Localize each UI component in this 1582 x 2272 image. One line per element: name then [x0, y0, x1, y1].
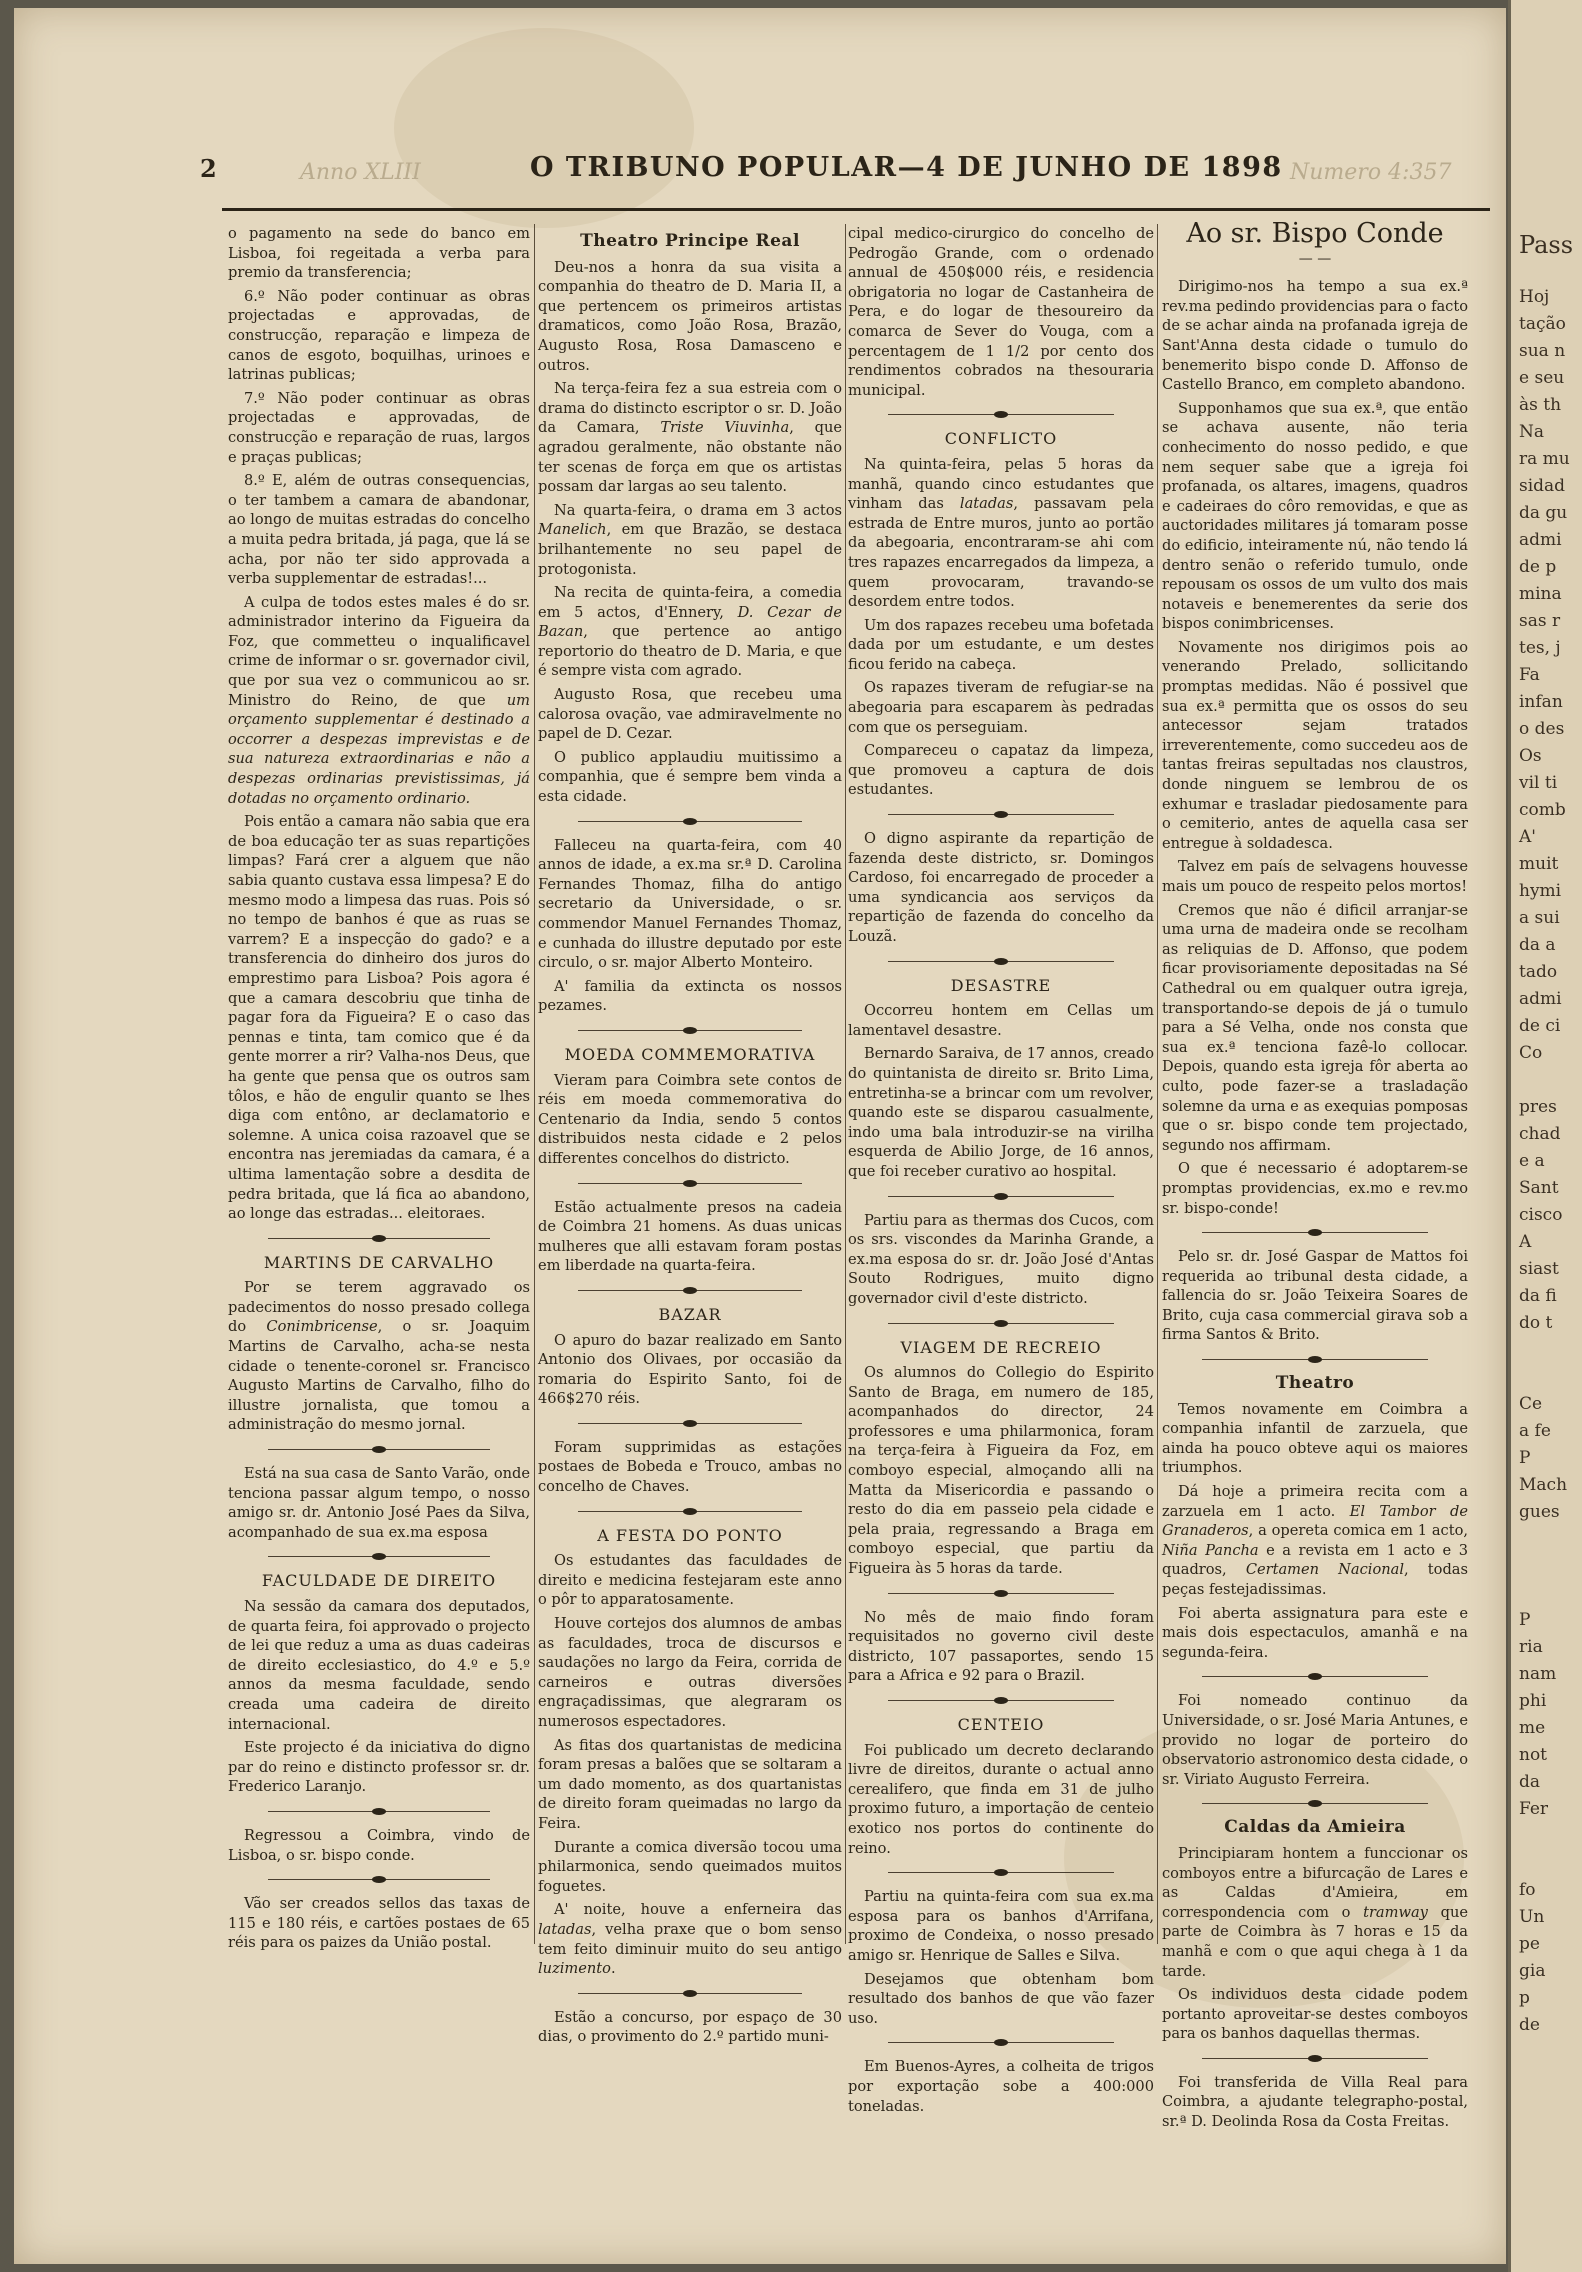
adjacent-page-fragment: sua n	[1519, 341, 1566, 361]
article-text: Foi transferida de Villa Real para Coimbra, a ajudante telegrapho-postal, sr.ª D. Deolinda Rosa da Costa Freitas.	[1162, 2073, 1468, 2131]
text-run: , passavam pela estrada de Entre muros, junto ao portão da abegoaria, encontraram-se ahi com tres rapazes encarregados da limpeza, a quem provocaram, travando-se desordem entre todos.	[848, 495, 1154, 611]
article-text: Houve cortejos dos alumnos de ambas as faculdades, troca de discursos e saudações no largo da Feira, corrida de carneiros e outras diversões engraçadissimas, que alegraram os numerosos espectadores.	[538, 1615, 842, 1730]
page-header	[200, 150, 1490, 190]
adjacent-page-fragment: de p	[1519, 557, 1557, 577]
headline-bispo-conde: Ao sr. Bispo Conde	[1186, 218, 1444, 249]
article-text: Na sessão da camara dos deputados, de quarta feira, foi approvado o projecto de lei que reduz a uma as duas cadeiras de direito ecclesiastico, do 4.º e 5.º annos da mesma faculdade, sendo creada uma cadeira de direito internacional.	[228, 1598, 530, 1733]
article-text: Dirigimo-nos ha tempo a sua ex.ª rev.ma pedindo providencias para o facto de se achar ainda na profanada igreja de Sant'Anna desta cidade o tumulo do benemerito bispo conde D. Affonso de Castello Branco, em completo abandono.	[1162, 278, 1468, 394]
italic-run: D. Cezar de Bazan	[538, 603, 842, 641]
column-divider	[845, 224, 846, 1944]
section-separator	[1202, 1232, 1428, 1233]
adjacent-page-fragment: hymi	[1519, 881, 1562, 901]
headline-desastre: DESASTRE	[950, 975, 1052, 995]
section-separator	[578, 1993, 802, 1994]
article-text: Partiu na quinta-feira com sua ex.ma esposa para os banhos d'Arrifana, proximo de Condeixa, o nosso presado amigo sr. Henrique de Salles e Silva.	[848, 1888, 1154, 1964]
adjacent-page-fragment: p	[1519, 1988, 1530, 2008]
adjacent-page-fragment: tado	[1519, 962, 1558, 982]
header-rule	[222, 208, 1490, 211]
article-text: Deu-nos a honra da sua visita a companhia do theatro de D. Maria II, a que pertencem os primeiros artistas dramaticos, como João Rosa, Brazão, Augusto Rosa, Rosa Damasceno e outros.	[538, 258, 842, 374]
section-separator	[268, 1811, 490, 1812]
adjacent-page-fragment: a sui	[1519, 908, 1560, 928]
adjacent-page-fragment: phi	[1519, 1691, 1547, 1711]
adjacent-page-fragment: tes, j	[1519, 638, 1561, 658]
headline-centeio: CENTEIO	[957, 1715, 1045, 1734]
section-separator	[888, 961, 1114, 962]
article-text: Regressou a Coimbra, vindo de Lisboa, o sr. bispo conde.	[228, 1826, 530, 1864]
adjacent-page-fragment: P	[1519, 1610, 1531, 1630]
adjacent-page-fragment: siast	[1519, 1259, 1559, 1279]
section-separator	[888, 1323, 1114, 1324]
adjacent-page-fragment: P	[1519, 1448, 1531, 1468]
adjacent-page-fragment: chad	[1519, 1124, 1561, 1144]
text-run: Dá hoje a primeira recita com a zarzuela em 1 acto.	[1162, 1483, 1468, 1520]
column-1	[228, 224, 530, 1957]
article-text	[848, 455, 1154, 612]
section-separator	[1202, 2058, 1428, 2059]
headline-viagem: VIAGEM DE RECREIO	[900, 1337, 1102, 1357]
adjacent-page-fragment: fo	[1519, 1880, 1536, 1900]
text-run: , em que Brazão, se destaca brilhantemente no seu papel de protogonista.	[538, 521, 842, 578]
article-text: Este projecto é da iniciativa do digno par do reino e distincto professor sr. dr. Frederico Laranjo.	[228, 1739, 530, 1796]
adjacent-page-fragment: da	[1519, 1772, 1541, 1792]
italic-run: Manelich	[538, 521, 607, 539]
article-text	[228, 593, 530, 809]
text-run: Na terça-feira fez a sua estreia com o drama do distincto escriptor o sr. D. João da Camara,	[538, 380, 842, 437]
text-run: , velha praxe que o bom senso tem feito diminuir muito do seu antigo	[538, 1920, 842, 1958]
article-text: Em Buenos-Ayres, a colheita de trigos por exportação sobe a 400:000 toneladas.	[848, 2058, 1154, 2115]
text-run: , a opereta comica em 1 acto,	[1248, 1522, 1468, 1540]
article-text: As fitas dos quartanistas de medicina foram presas a balões que se soltaram a um dado momento, as dos quartanistas de direito foram queimadas no largo da Feira.	[538, 1736, 842, 1832]
page-number: 2	[200, 154, 217, 183]
headline-martins: MARTINS DE CARVALHO	[263, 1252, 495, 1272]
article-text: Falleceu na quarta-feira, com 40 annos de idade, a ex.ma sr.ª D. Carolina Fernandes Thomaz, filha do antigo secretario da Universidade, o sr. commendor Manuel Fernandes Thomaz, e cunhada do illustre deputado por este circulo, o sr. major Alberto Monteiro.	[538, 836, 842, 972]
section-separator	[578, 1183, 802, 1184]
adjacent-page-fragment: admi	[1519, 989, 1562, 1009]
article-text: Desejamos que obtenham bom resultado dos banhos de que vão fazer uso.	[848, 1970, 1154, 2027]
article-text: No mês de maio findo foram requisitados no governo civil deste districto, 107 passaportes, sendo 15 para a Africa e 92 para o Brazil.	[848, 1608, 1154, 1685]
article-text: Foi nomeado continuo da Universidade, o sr. José Maria Antunes, e provido no logar de porteiro do observatorio astronomico desta cidade, o sr. Viriato Augusto Ferreira.	[1162, 1692, 1468, 1788]
article-text: Partiu para as thermas dos Cucos, com os srs. viscondes da Marinha Grande, a ex.ma esposa do sr. dr. João José d'Antas Souto Rodrigues, muito digno governador civil d'este districto.	[848, 1211, 1154, 1307]
section-separator	[268, 1449, 490, 1450]
adjacent-page-fragment: da a	[1519, 935, 1556, 955]
adjacent-page-fragment: pe	[1519, 1934, 1540, 1954]
text-run: Principiaram hontem a funccionar os comboyos entre a bifurcação de Lares e as Caldas d'Amieira, em correspondencia com o	[1162, 1844, 1468, 1921]
article-text: Novamente nos dirigimos pois ao venerando Prelado, sollicitando promptas medidas. Não é possivel que sua ex.ª permitta que os ossos do seu antecessor sejam tratados irreverentemente, como succedeu aos de tantas freiras sepultadas nos claustros, donde ninguem se lembrou de os exhumar e trasladar piedosamente para o cemiterio, antes de aquella casa ser entregue à soldadesca.	[1162, 638, 1468, 852]
text-run: e a revista em 1 acto e 3 quadros,	[1162, 1541, 1468, 1579]
article-text: A' familia da extincta os nossos pezames.	[538, 977, 842, 1015]
paper-stain	[394, 28, 694, 228]
section-separator	[578, 821, 802, 822]
article-text: Pois então a camara não sabia que era de boa educação ter as suas repartições limpas? Fará crer a alguem que não sabia quanto custava essa limpesa? E do mesmo modo a limpesa das ruas. Pois só no tempo de banhos é que as ruas se varrem? E a inspecção do gado? e a transferencia do dinheiro dos juros do emprestimo para Lisboa? Pois agora é que a camara descobriu que tinha de pagar fora da Figueira? E o caso das pennas e tinta, tam comico que é da gente morrer a rir? Valha-nos Deus, que ha gente que pensa que os outros sam tôlos, e hão de engulir quanto se lhes diga com entôno, ar declamatorio e solemne. A unica coisa razoavel que se encontra nas jeremiadas da camara, é a ultima lamentação sobre a desdita de pedra britada, que lá fica ao abandono, ao longe das estradas... eleitoraes.	[228, 813, 530, 1223]
adjacent-page-fragment: sidad	[1519, 476, 1566, 496]
column-2	[538, 224, 842, 2051]
article-text: Durante a comica diversão tocou uma philarmonica, sendo queimados muitos foguetes.	[538, 1838, 842, 1895]
article-text: Foi aberta assignatura para este e mais dois espectaculos, amanhã e na segunda-feira.	[1162, 1604, 1468, 1661]
text-run: , todas peças festejadissimas.	[1162, 1561, 1468, 1598]
adjacent-page-fragment: Sant	[1519, 1178, 1559, 1198]
text-run: Por se terem aggravado os padecimentos do nosso presado collega do	[228, 1279, 530, 1336]
section-separator	[268, 1556, 490, 1557]
adjacent-page-fragment: ria	[1519, 1637, 1543, 1657]
article-text: Os rapazes tiveram de refugiar-se na abegoaria para escaparem às pedradas com que os perseguiam.	[848, 679, 1154, 736]
article-text: O apuro do bazar realizado em Santo Antonio dos Olivaes, por occasião da romaria do Espirito Santo, foi de 466$270 réis.	[538, 1331, 842, 1408]
article-text: Bernardo Saraiva, de 17 annos, creado do quintanista de direito sr. Brito Lima, entretinha-se a brincar com um revolver, quando este se disparou casualmente, indo uma bala introduzir-se na virilha esquerda de Abilio Jorge, de 16 annos, que foi receber curativo ao hospital.	[848, 1045, 1154, 1180]
article-text: O publico applaudiu muitissimo a companhia, que é sempre bem vinda a esta cidade.	[538, 748, 842, 806]
column-4	[1162, 218, 1468, 2136]
article-text: Estão actualmente presos na cadeia de Coimbra 21 homens. As duas unicas mulheres que alli estavam foram postas em liberdade na quarta-feira.	[538, 1198, 842, 1275]
italic-run: Certamen Nacional	[1245, 1561, 1405, 1579]
headline-caldas: Caldas da Amieira	[1224, 1817, 1406, 1838]
article-text	[538, 1900, 842, 1978]
adjacent-page-fragment: ra mu	[1519, 449, 1570, 469]
adjacent-page-fragment: sas r	[1519, 611, 1561, 631]
article-text: Os individuos desta cidade podem portanto aproveitar-se destes comboyos para os banhos daquellas thermas.	[1162, 1986, 1468, 2043]
adjacent-page-fragment: Un	[1519, 1907, 1545, 1927]
adjacent-page-fragment: Hoj	[1519, 287, 1550, 307]
article-text: Supponhamos que sua ex.ª, que então se achava ausente, não teria conhecimento do nosso pedido, e que nem sequer sabe que a igreja foi profanada, os altares, imagens, quadros e cadeiraes do côro removidas, e que as auctoridades militares já tomaram posse do edificio, inteiramente nú, não tendo lá dentro senão o referido tumulo, onde repousam os ossos de um vulto dos mais notaveis e benemerentes da serie dos bispos conimbricenses.	[1162, 399, 1468, 633]
article-text	[1162, 1844, 1468, 1981]
adjacent-page-fragment: da fi	[1519, 1286, 1557, 1306]
italic-run: latadas	[959, 495, 1014, 513]
adjacent-page-edge	[1508, 0, 1582, 2272]
text-run: Na quarta-feira, o drama em 3 actos	[554, 501, 842, 519]
adjacent-page-fragment: às th	[1519, 395, 1562, 415]
article-text	[1162, 1482, 1468, 1600]
adjacent-page-fragment: de ci	[1519, 1016, 1561, 1036]
text-run: , que pertence ao antigo reportorio do theatro de D. Maria, e que é sempre vista com agrado.	[538, 623, 842, 680]
article-text: 7.º Não poder continuar as obras projectadas e approvadas, de construcção e reparação de ruas, largos e praças publicas;	[228, 389, 530, 466]
adjacent-page-fragment: vil ti	[1519, 773, 1558, 793]
article-text: Compareceu o capataz da limpeza, que promoveu a captura de dois estudantes.	[848, 742, 1154, 799]
article-text: Um dos rapazes recebeu uma bofetada dada por um estudante, e um destes ficou ferido na cabeça.	[848, 616, 1154, 673]
italic-run: El Tambor de Granaderos	[1162, 1502, 1468, 1540]
italic-run: latadas	[538, 1920, 592, 1938]
text-run: .	[610, 1960, 616, 1978]
adjacent-page-fragment: Co	[1519, 1043, 1543, 1063]
adjacent-page-fragment: Na	[1519, 422, 1545, 442]
article-text: Os estudantes das faculdades de direito e medicina festejaram este anno o pôr to apparatosamente.	[538, 1552, 842, 1609]
adjacent-page-fragment: Os	[1519, 746, 1542, 766]
article-text: 6.º Não poder continuar as obras projectadas e approvadas, de construcção, reparação e limpeza de canos de esgoto, boquilhas, urinoes e latrinas publicas;	[228, 287, 530, 384]
adjacent-page-fragment: e seu	[1519, 368, 1565, 388]
adjacent-page-fragment: not	[1519, 1745, 1548, 1765]
adjacent-page-fragment: infan	[1519, 692, 1563, 712]
article-text: Occorreu hontem em Cellas um lamentavel desastre.	[848, 1002, 1154, 1039]
adjacent-page-fragment: gia	[1519, 1961, 1546, 1981]
article-text: Vão ser creados sellos das taxas de 115 e 180 réis, e cartões postaes de 65 réis para os paizes da União postal.	[228, 1895, 530, 1952]
headline-theatro: Theatro	[1275, 1373, 1355, 1394]
column-divider	[1157, 224, 1158, 1944]
adjacent-page-fragment: Ce	[1519, 1394, 1543, 1414]
adjacent-page-fragment: tação	[1519, 314, 1566, 334]
article-text: 8.º E, além de outras consequencias, o ter tambem a camara de abandonar, ao longo de muitas estradas do concelho a muita pedra britada, já paga, que lá se acha, por não ter sido approvada a verba supplementar de estradas!...	[228, 472, 530, 588]
article-text: Vieram para Coimbra sete contos de réis em moeda commemorativa do Centenario da India, sendo 5 contos distribuidos nesta cidade e 2 pelos differentes concelhos do districto.	[538, 1071, 842, 1167]
article-text: Cremos que não é dificil arranjar-se uma urna de madeira onde se recolham as reliquias de D. Affonso, que podem ficar provisoriamente depositadas na Sé Cathedral ou em qualquer outra igreja, transportando-se depois de já o tumulo para a Sé Velha, onde nos consta que sua ex.ª tenciona fazê-lo collocar. Depois, quando esta igreja fôr aberta ao culto, pode fazer-se a trasladação solemne da urna e as exequias pomposas que o sr. bispo conde tem projectado, segundo nos affirmam.	[1162, 901, 1468, 1154]
adjacent-page-fragment: de	[1519, 2015, 1540, 2035]
text-run: Na quinta-feira, pelas 5 horas da manhã, quando cinco estudantes que vinham das	[848, 455, 1154, 513]
adjacent-page-fragment: muit	[1519, 854, 1559, 874]
headline-conflicto: CONFLICTO	[944, 429, 1058, 449]
headline-bazar: BAZAR	[658, 1304, 722, 1324]
column-divider	[534, 224, 535, 1944]
column-3	[848, 224, 1154, 2120]
article-text: Pelo sr. dr. José Gaspar de Mattos foi requerida ao tribunal desta cidade, a fallencia do sr. João Teixeira Soares de Brito, cuja casa commercial girava sob a firma Santos & Brito.	[1162, 1248, 1468, 1344]
article-text: Foi publicado um decreto declarando livre de direitos, durante o actual anno cerealifero, que finda em 31 de julho proximo futuro, a importação de centeio exotico nos portos do continente do reino.	[848, 1741, 1154, 1857]
text-run: A' noite, houve a enferneira das	[554, 1901, 842, 1919]
article-text: Temos novamente em Coimbra a companhia infantil de zarzuela, que ainda ha pouco obteve aqui os maiores triumphos.	[1162, 1400, 1468, 1477]
text-run: , que agradou geralmente, não obstante não ter scenas de força em que os artistas possam dar largas ao seu talento.	[538, 419, 843, 496]
headline-faculdade: FACULDADE DE DIREITO	[261, 1571, 497, 1591]
adjacent-page-fragment: comb	[1519, 800, 1566, 820]
italic-run: Niña Pancha	[1162, 1541, 1259, 1559]
italic-run: Triste Viuvinha	[660, 419, 790, 437]
adjacent-page-fragment: A	[1519, 1232, 1532, 1252]
section-separator	[1202, 1676, 1428, 1677]
headline-dash: — —	[1298, 250, 1332, 267]
section-separator	[578, 1511, 802, 1512]
adjacent-page-fragment: Fer	[1519, 1799, 1549, 1819]
section-separator	[1202, 1359, 1428, 1360]
adjacent-page-fragment: mina	[1519, 584, 1562, 604]
adjacent-page-fragment: da gu	[1519, 503, 1568, 523]
article-text: O que é necessario é adoptarem-se promptas providencias, ex.mo e rev.mo sr. bispo-conde!	[1162, 1160, 1468, 1217]
article-text	[538, 501, 842, 579]
article-text: Está na sua casa de Santo Varão, onde tenciona passar algum tempo, o nosso amigo sr. dr. Antonio José Paes da Silva, acompanhado de sua ex.ma esposa	[228, 1465, 530, 1541]
text-run: , o sr. Joaquim Martins de Carvalho, acha-se nesta cidade o tenente-coronel sr. Francisco Augusto Martins de Carvalho, filho do illustre jornalista, que tomou a administração do mesmo jornal.	[228, 1318, 530, 1434]
text-run: Na recita de quinta-feira, a comedia em 5 actos, d'Ennery,	[538, 584, 842, 621]
article-text: O digno aspirante da repartição de fazenda deste districto, sr. Domingos Cardoso, foi encarregado de proceder a uma syndicancia aos serviços da repartição de fazenda do concelho da Louzã.	[848, 830, 1154, 945]
adjacent-page-fragment: cisco	[1519, 1205, 1563, 1225]
adjacent-page-fragment: do t	[1519, 1313, 1553, 1333]
ghost-text-right: Numero 4:357	[1290, 160, 1452, 185]
adjacent-page-fragment: Mach	[1519, 1475, 1568, 1495]
adjacent-page-fragment: me	[1519, 1718, 1546, 1738]
adjacent-page-fragment: A'	[1519, 827, 1536, 847]
adjacent-page-fragment: Fa	[1519, 665, 1540, 685]
text-run: A culpa de todos estes males é do sr. administrador interino da Figueira da Foz, que commetteu o inqualificavel crime de informar o sr. governador civil, que por sua vez o communicou ao sr. Ministro do Reino, de que	[228, 593, 530, 709]
article-text	[538, 583, 842, 681]
section-separator	[888, 1593, 1114, 1594]
italic-run: tramway	[1363, 1903, 1428, 1921]
masthead-title: O TRIBUNO POPULAR—4 DE JUNHO DE 1898	[530, 152, 1283, 183]
article-text: Estão a concurso, por espaço de 30 dias, o provimento do 2.º partido muni-	[538, 2008, 842, 2046]
ghost-text-left: Anno XLIII	[300, 160, 421, 185]
article-text: Os alumnos do Collegio do Espirito Santo de Braga, em numero de 185, acompanhados do director, 24 professores e uma philarmonica, foram na terça-feira à Figueira da Foz, em comboyo especial, almoçando alli na Matta da Misericordia e passando o resto do dia em passeio pela cidade e pela praia, regressando a Braga em comboyo especial, que partiu da Figueira às 5 horas da tarde.	[848, 1364, 1154, 1578]
section-separator	[578, 1290, 802, 1291]
section-separator	[888, 2042, 1114, 2043]
section-separator	[1202, 1803, 1428, 1804]
headline-moeda: MOEDA COMMEMORATIVA	[564, 1044, 816, 1064]
article-text	[228, 1278, 530, 1435]
article-text: cipal medico-cirurgico do concelho de Pedrogão Grande, com o ordenado annual de 450$000 réis, e residencia obrigatoria no logar de Castanheira de Pera, e do logar de thesoureiro da comarca de Sever do Vouga, com a percentagem de 1 1/2 por cento dos rendimentos cobrados na thesouraria municipal.	[848, 225, 1154, 399]
article-text: o pagamento na sede do banco em Lisboa, foi regeitada a verba para premio da transferencia;	[228, 225, 530, 282]
section-separator	[888, 1196, 1114, 1197]
article-text: Talvez em país de selvagens houvesse mais um pouco de respeito pelos mortos!	[1162, 858, 1468, 895]
adjacent-page-fragment: o des	[1519, 719, 1565, 739]
section-separator	[888, 1872, 1114, 1873]
italic-run: Conimbricense	[266, 1318, 378, 1336]
headline-theatro-principe-real: Theatro Principe Real	[580, 231, 800, 251]
adjacent-page-fragment: nam	[1519, 1664, 1557, 1684]
section-separator	[268, 1879, 490, 1880]
italic-run: um orçamento supplementar é destinado a occorrer a despezas imprevistas e de sua natureza extraordinarias e não a despezas ordinarias previstissimas, já dotadas no orçamento ordinario.	[228, 691, 530, 807]
italic-run: luzimento	[538, 1960, 611, 1978]
adjacent-page-fragment: Pass	[1519, 231, 1574, 259]
section-separator	[268, 1238, 490, 1239]
section-separator	[888, 414, 1114, 415]
section-separator	[888, 1700, 1114, 1701]
adjacent-page-fragment: e a	[1519, 1151, 1545, 1171]
section-separator	[578, 1423, 802, 1424]
article-text	[538, 379, 842, 497]
article-text: Augusto Rosa, que recebeu uma calorosa ovação, vae admiravelmente no papel de D. Cezar.	[538, 686, 842, 743]
section-separator	[578, 1030, 802, 1031]
adjacent-page-fragment: gues	[1519, 1502, 1560, 1522]
headline-festa: A FESTA DO PONTO	[597, 1525, 783, 1545]
text-run: que parte de Coimbra às 7 horas e 15 da manhã e com o que aqui chega à 1 da tarde.	[1162, 1903, 1468, 1980]
article-text: Foram supprimidas as estações postaes de Bobeda e Trouco, ambas no concelho de Chaves.	[538, 1438, 842, 1496]
adjacent-page-fragment: a fe	[1519, 1421, 1551, 1441]
adjacent-page-fragment: admi	[1519, 530, 1562, 550]
adjacent-page-fragment: pres	[1519, 1097, 1557, 1117]
section-separator	[888, 814, 1114, 815]
